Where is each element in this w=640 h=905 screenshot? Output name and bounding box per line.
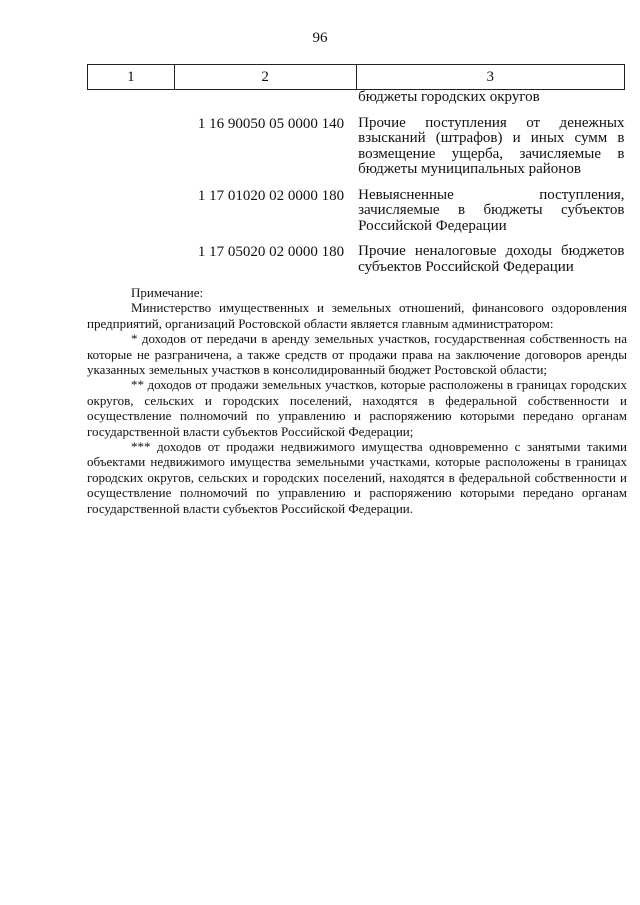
table-row bbox=[88, 116, 625, 188]
cell-code bbox=[174, 90, 356, 116]
cell-description bbox=[356, 188, 624, 245]
cell-admin bbox=[88, 188, 175, 245]
cell-code: 1 16 90050 05 0000 140 bbox=[197, 115, 345, 132]
table-row bbox=[88, 188, 625, 245]
notes-section bbox=[87, 285, 627, 516]
notes-paragraph: *** доходов от продажи недвижимого имущества одновременно с занятыми такими объектами недвижимого имущества земельными участками, которые расположены в границах городских округов, сельских и городских поселений, находятся в федеральной собственности и осуществление полномочий по управлению и распоряжению которыми передано органам государственной власти субъектов Российской Федерации. bbox=[87, 439, 627, 516]
page-number: 96 bbox=[312, 30, 328, 46]
notes-paragraph: ** доходов от продажи земельных участков, которые расположены в границах городских округов, сельских и городских поселений, находятся в федеральной собственности и осуществление полномочий по управлению и распоряжению которыми передано органам государственной власти субъектов Российской Федерации; bbox=[87, 377, 627, 439]
column-header-3: 3 bbox=[356, 65, 624, 90]
cell-description bbox=[356, 116, 624, 188]
notes-title: Примечание: bbox=[131, 285, 204, 300]
cell-admin bbox=[88, 90, 175, 116]
column-header-2: 2 bbox=[174, 65, 356, 90]
cell-description bbox=[356, 90, 624, 116]
revenue-codes-table bbox=[87, 64, 625, 275]
description-text: Невыясненные поступления, зачисляемые в бюджеты субъектов Российской Федерации bbox=[358, 186, 625, 234]
cell-admin bbox=[88, 244, 175, 275]
table-header-row bbox=[88, 65, 625, 90]
description-text: бюджеты городских округов bbox=[358, 89, 540, 105]
cell-description bbox=[356, 244, 624, 275]
cell-admin bbox=[88, 116, 175, 188]
column-header-1: 1 bbox=[88, 65, 175, 90]
table-row bbox=[88, 244, 625, 275]
cell-code: 1 17 05020 02 0000 180 bbox=[197, 244, 345, 260]
notes-paragraph: Министерство имущественных и земельных отношений, финансового оздоровления предприятий, организаций Ростовской области является главным администратором: bbox=[87, 300, 627, 331]
cell-code: 1 17 01020 02 0000 180 bbox=[197, 187, 345, 204]
table-row bbox=[88, 90, 625, 116]
description-text: Прочие поступления от денежных взысканий (штрафов) и иных сумм в возмещение ущерба, зачисляемые в бюджеты муниципальных районов bbox=[358, 114, 625, 177]
notes-paragraph: * доходов от передачи в аренду земельных участков, государственная собственность на которые не разграничена, а также средств от продажи права на заключение договоров аренды указанных земельных участков в консолидированный бюджет Ростовской области; bbox=[87, 331, 627, 378]
description-text: Прочие неналоговые доходы бюджетов субъектов Российской Федерации bbox=[358, 243, 625, 275]
